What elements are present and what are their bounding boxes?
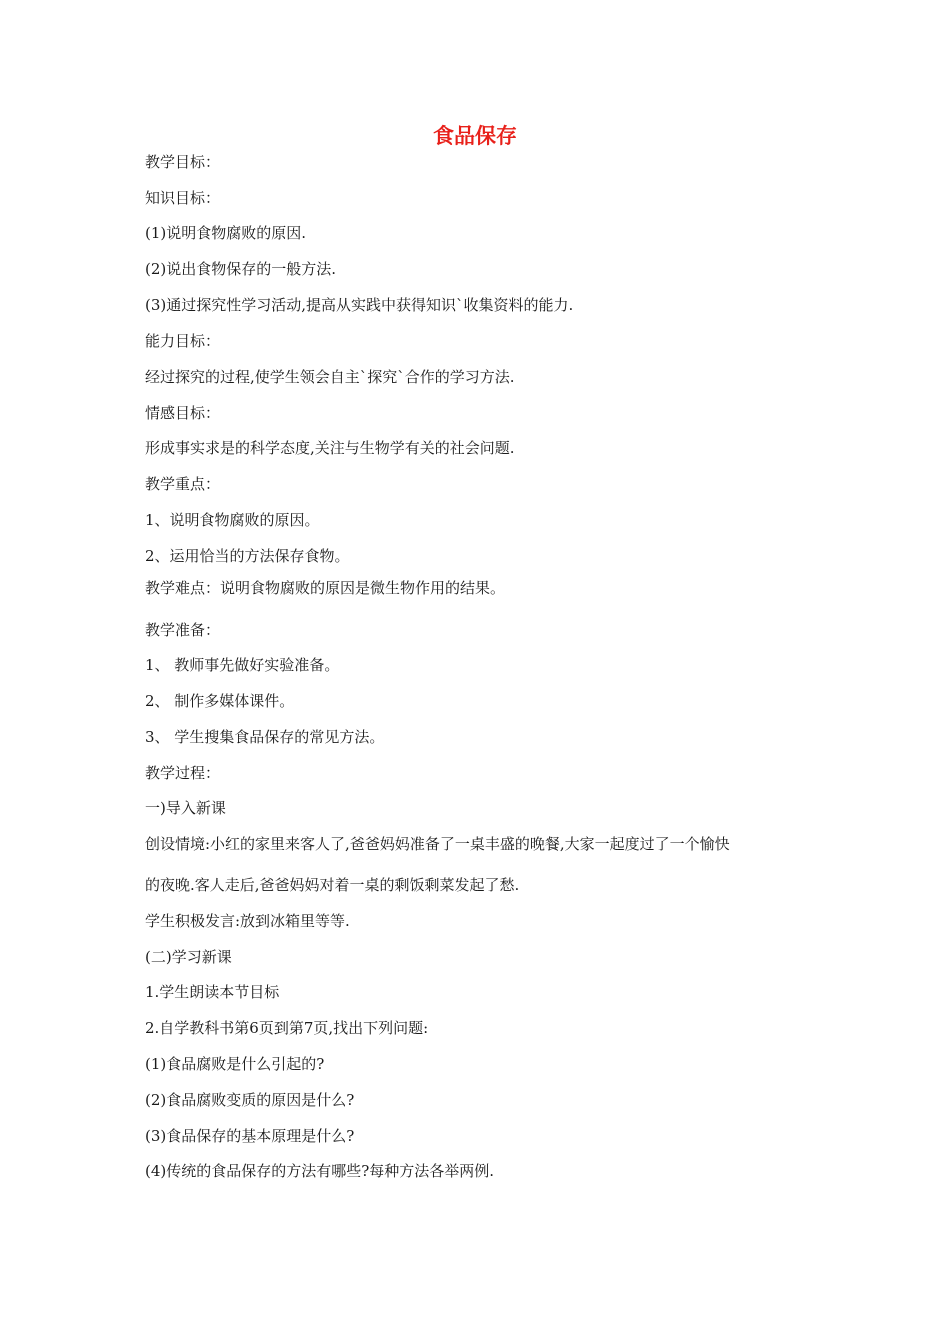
student-response-text: 学生积极发言:放到冰箱里等等. (145, 912, 350, 930)
heading-knowledge-goals: 知识目标： (145, 189, 221, 207)
heading-ability-goals: 能力目标： (145, 332, 221, 350)
knowledge-goal-item-2: (2)说出食物保存的一般方法. (145, 260, 337, 278)
section-new-lesson: (二)学习新课 (145, 948, 232, 966)
scenario-text-line-1: 创设情境:小红的家里来客人了,爸爸妈妈准备了一桌丰盛的晚餐,大家一起度过了一个愉快 (145, 835, 730, 853)
heading-preparation: 教学准备： (145, 621, 221, 639)
difficult-point-text: 教学难点：说明食物腐败的原因是微生物作用的结果。 (145, 579, 506, 597)
document-title: 食品保存 (433, 124, 517, 148)
question-item-3: (3)食品保存的基本原理是什么? (145, 1127, 355, 1145)
key-point-item-2: 2、运用恰当的方法保存食物。 (145, 547, 350, 565)
heading-teaching-goals: 教学目标： (145, 153, 221, 171)
heading-key-points: 教学重点： (145, 475, 221, 493)
emotion-goal-text: 形成事实求是的科学态度,关注与生物学有关的社会问题. (145, 439, 515, 457)
heading-emotion-goals: 情感目标： (145, 404, 221, 422)
knowledge-goal-item-1: (1)说明食物腐败的原因. (145, 224, 307, 242)
knowledge-goal-item-3: (3)通过探究性学习活动,提高从实践中获得知识`收集资料的能力. (145, 296, 574, 314)
question-item-4: (4)传统的食品保存的方法有哪些?每种方法各举两例. (145, 1162, 495, 1180)
question-item-1: (1)食品腐败是什么引起的? (145, 1055, 325, 1073)
section-introduction: 一)导入新课 (145, 799, 226, 817)
question-item-2: (2)食品腐败变质的原因是什么? (145, 1091, 355, 1109)
preparation-item-3: 3、 学生搜集食品保存的常见方法。 (145, 728, 385, 746)
lesson-step-1: 1.学生朗读本节目标 (145, 983, 280, 1001)
scenario-text-line-2: 的夜晚.客人走后,爸爸妈妈对着一桌的剩饭剩菜发起了愁. (145, 876, 520, 894)
lesson-step-2: 2.自学教科书第6页到第7页,找出下列问题: (145, 1019, 429, 1037)
key-point-item-1: 1、说明食物腐败的原因。 (145, 511, 320, 529)
preparation-item-2: 2、 制作多媒体课件。 (145, 692, 295, 710)
heading-teaching-process: 教学过程： (145, 764, 221, 782)
ability-goal-text: 经过探究的过程,使学生领会自主`探究`合作的学习方法. (145, 368, 515, 386)
preparation-item-1: 1、 教师事先做好实验准备。 (145, 656, 340, 674)
